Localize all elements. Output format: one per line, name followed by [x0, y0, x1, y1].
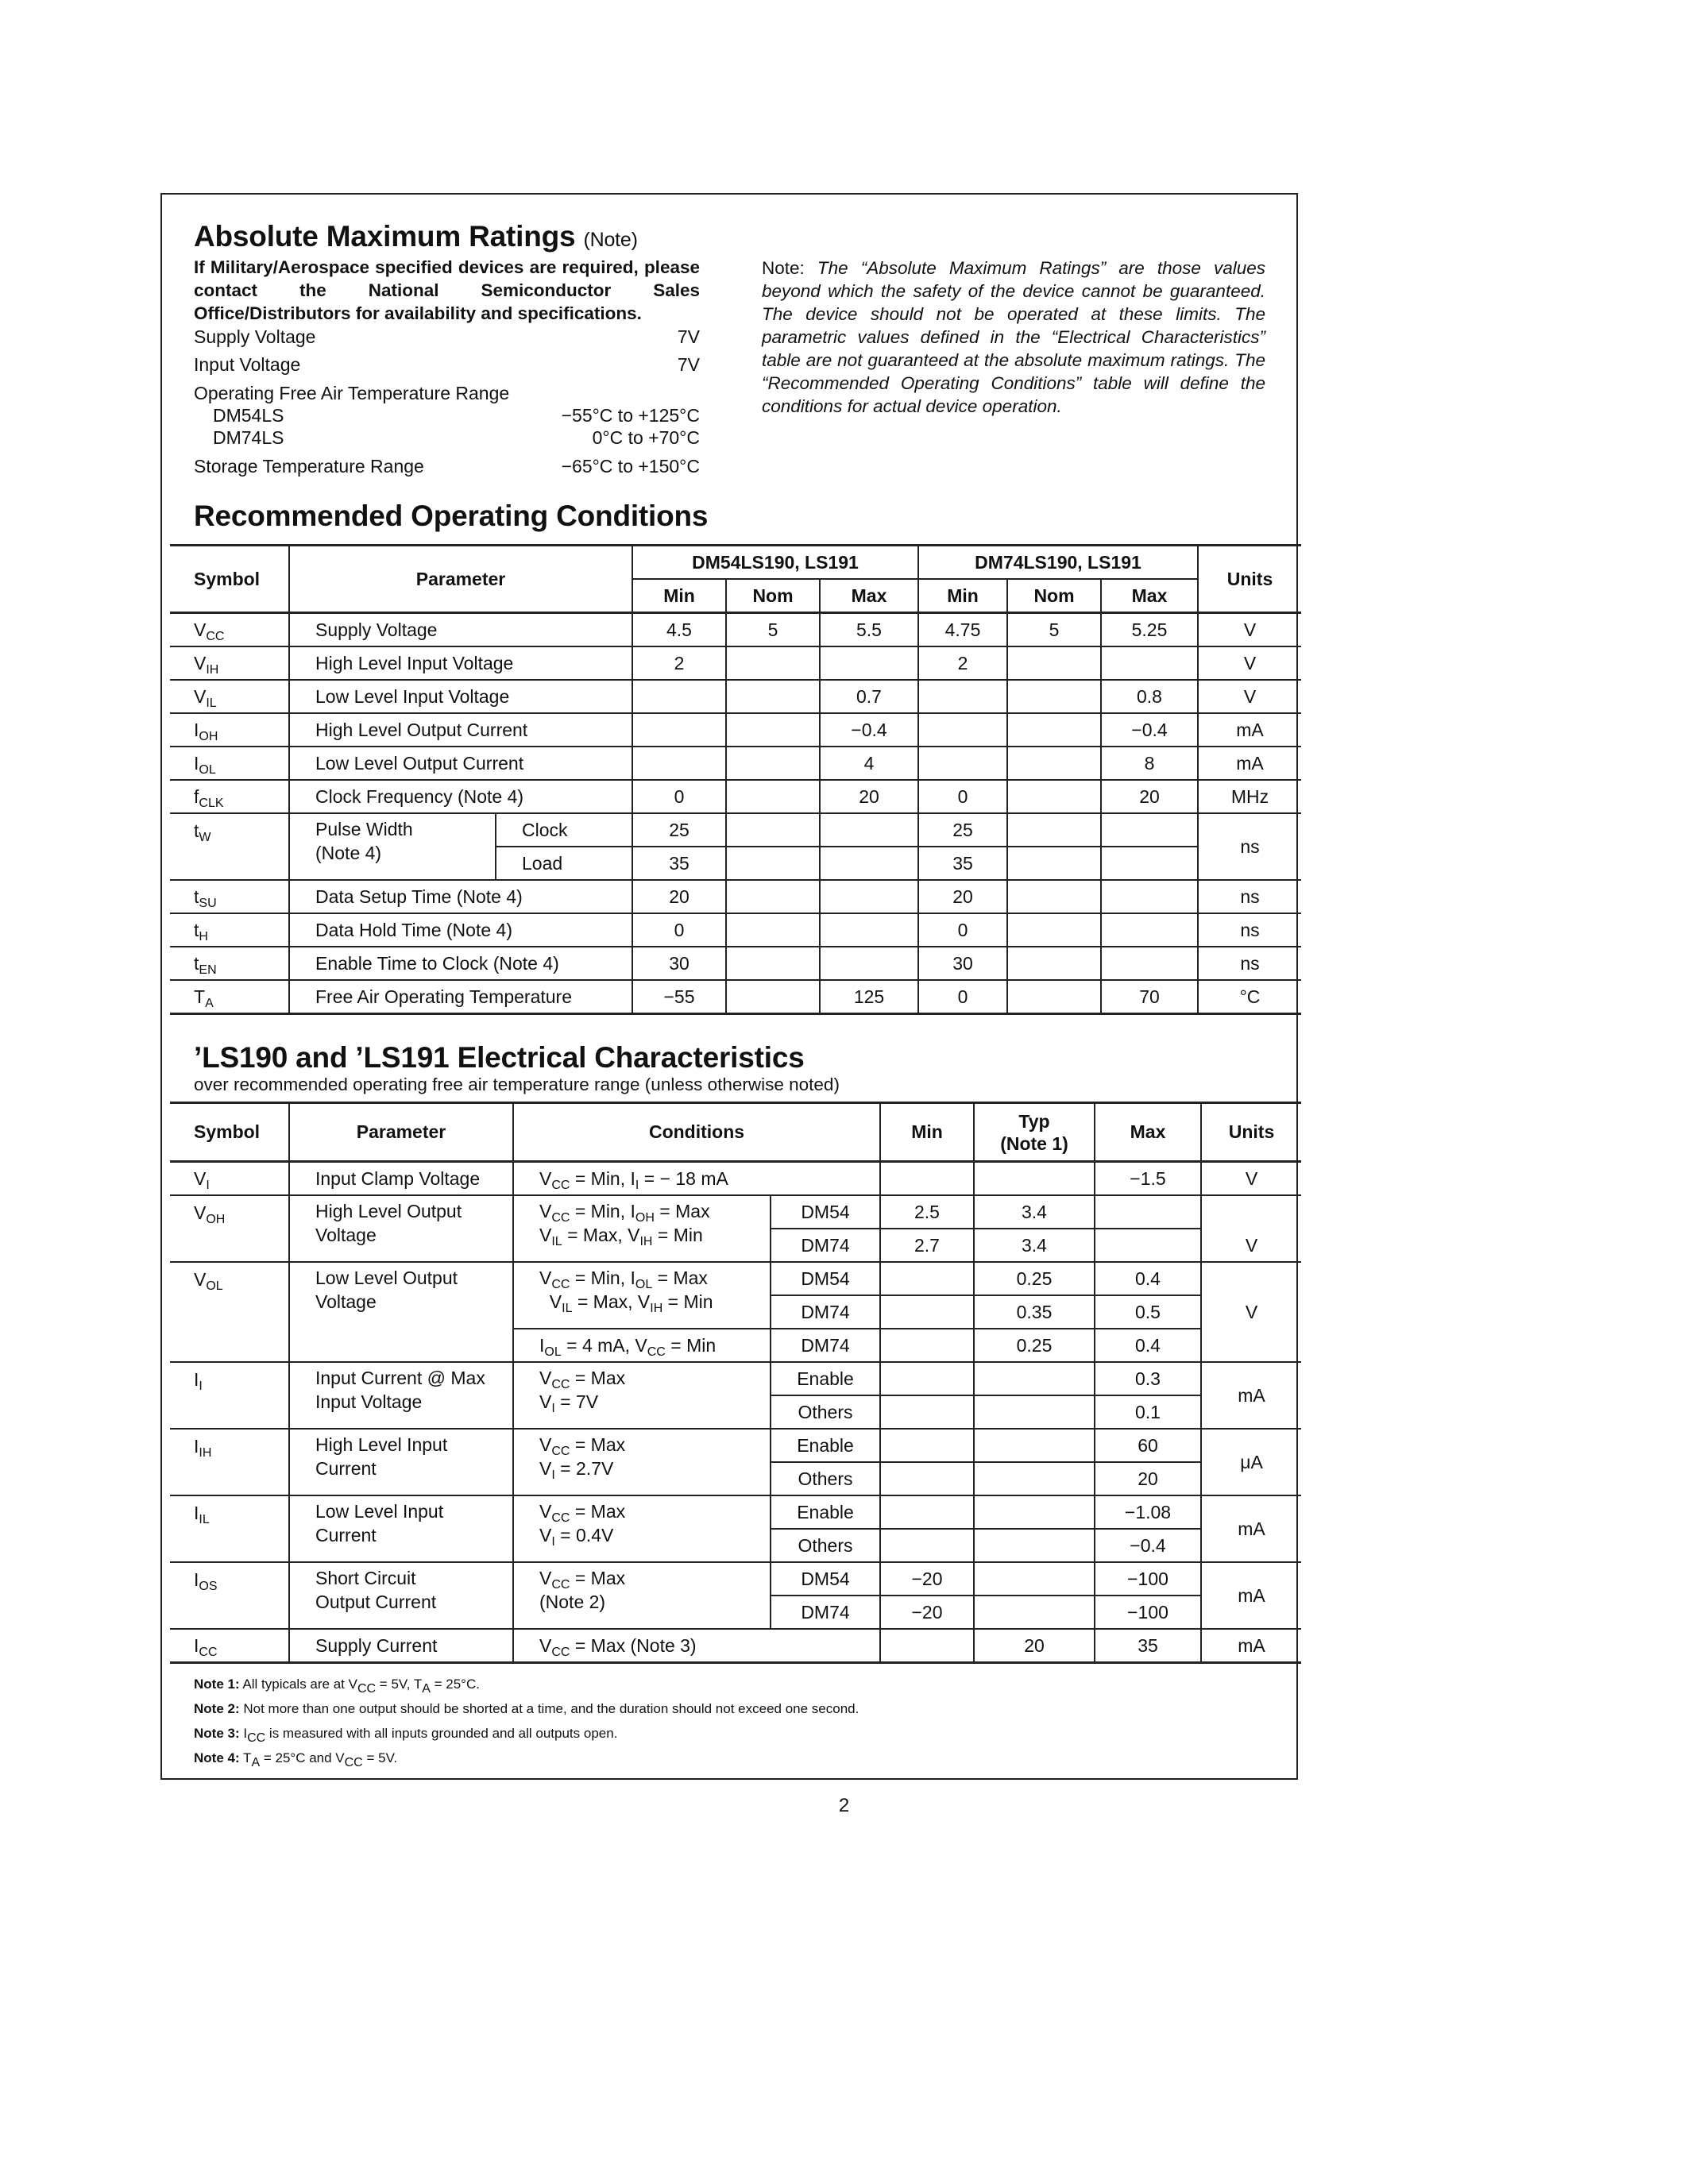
- min-cell: [880, 1395, 974, 1429]
- value-cell: [820, 847, 918, 880]
- roc-h-parameter: Parameter: [289, 546, 632, 613]
- table-row: [170, 980, 1301, 1014]
- max-cell: 60: [1095, 1429, 1201, 1462]
- typ-cell: [974, 1429, 1095, 1462]
- min-cell: −20: [880, 1562, 974, 1596]
- value-cell: [726, 713, 820, 747]
- note-1: Note 1: All typicals are at $V_{CC} = 5V$, $T_A = 25^\circ C$.: [194, 1677, 480, 1696]
- max-cell: 0.1: [1095, 1395, 1201, 1429]
- value-cell: [632, 713, 726, 747]
- amr-input-voltage: Input Voltage 7V: [194, 354, 700, 375]
- footnotes: [194, 1672, 859, 1770]
- conditions-cell: $I_{OL} = 4$ mA, $V_{CC}$ = Min: [513, 1329, 771, 1362]
- device-cell: Enable: [771, 1429, 880, 1462]
- units-cell: V: [1198, 613, 1301, 647]
- roc-h-units: Units: [1198, 546, 1301, 613]
- value-cell: 20: [632, 880, 726, 913]
- max-cell: −1.5: [1095, 1162, 1201, 1196]
- min-cell: −20: [880, 1596, 974, 1629]
- symbol-cell: $V_{OH}$: [170, 1195, 289, 1262]
- value-cell: 0: [918, 780, 1007, 813]
- value-cell: [726, 680, 820, 713]
- ec-h-max: Max: [1095, 1103, 1201, 1162]
- value-cell: [726, 980, 820, 1014]
- value-cell: [632, 747, 726, 780]
- units-cell: MHz: [1198, 780, 1301, 813]
- value-cell: 4: [820, 747, 918, 780]
- ec-h-min: Min: [880, 1103, 974, 1162]
- value-cell: [918, 713, 1007, 747]
- typ-cell: [974, 1495, 1095, 1529]
- max-cell: −100: [1095, 1562, 1201, 1596]
- value-cell: 35: [918, 847, 1007, 880]
- device-cell: DM74: [771, 1329, 880, 1362]
- max-cell: −0.4: [1095, 1529, 1201, 1562]
- max-cell: [1095, 1195, 1201, 1229]
- units-cell: mA: [1201, 1562, 1301, 1629]
- datasheet-frame: [160, 193, 1298, 1780]
- value-cell: [1007, 747, 1101, 780]
- parameter-cell: Supply Current: [289, 1629, 513, 1663]
- value-cell: 5: [726, 613, 820, 647]
- parameter-cell: High Level Input Voltage: [289, 646, 632, 680]
- device-cell: DM74: [771, 1229, 880, 1262]
- value-cell: 2: [918, 646, 1007, 680]
- roc-h-symbol: Symbol: [170, 546, 289, 613]
- value-cell: 35: [632, 847, 726, 880]
- device-cell: Others: [771, 1529, 880, 1562]
- ec-title: ’LS190 and ’LS191 Electrical Characteristics: [194, 1041, 805, 1074]
- device-cell: DM74: [771, 1295, 880, 1329]
- symbol-cell: $I_{OS}$: [170, 1562, 289, 1629]
- value-cell: 20: [1101, 780, 1198, 813]
- max-cell: 0.4: [1095, 1262, 1201, 1295]
- typ-cell: [974, 1162, 1095, 1196]
- value-cell: [918, 747, 1007, 780]
- conditions-cell: $V_{CC}$ = Max $V_I = 2.7V$: [513, 1429, 771, 1495]
- max-cell: −100: [1095, 1596, 1201, 1629]
- typ-cell: [974, 1562, 1095, 1596]
- max-cell: 0.5: [1095, 1295, 1201, 1329]
- min-cell: [880, 1295, 974, 1329]
- table-row: [170, 780, 1301, 813]
- units-cell: °C: [1198, 980, 1301, 1014]
- table-row: [170, 913, 1301, 947]
- min-cell: [880, 1462, 974, 1495]
- value-cell: [1101, 847, 1198, 880]
- units-cell: V: [1198, 680, 1301, 713]
- value-cell: [726, 813, 820, 847]
- device-cell: DM74: [771, 1596, 880, 1629]
- parameter-cell: High Level Output Voltage: [289, 1195, 513, 1262]
- conditions-cell: $V_{CC}$ = Max $V_I = 0.4V$: [513, 1495, 771, 1562]
- value-cell: 30: [632, 947, 726, 980]
- parameter-cell: Input Current @ Max Input Voltage: [289, 1362, 513, 1429]
- value-cell: [1007, 780, 1101, 813]
- value-cell: [1007, 947, 1101, 980]
- parameter-cell: Low Level Input Voltage: [289, 680, 632, 713]
- typ-cell: 0.25: [974, 1262, 1095, 1295]
- table-row: [170, 680, 1301, 713]
- table-row: [170, 1362, 1301, 1395]
- min-cell: 2.5: [880, 1195, 974, 1229]
- note-2: Note 2: Not more than one output should be shorted at a time, and the duration should not exceed one second.: [194, 1701, 859, 1716]
- parameter-cell: Data Setup Time (Note 4): [289, 880, 632, 913]
- value-cell: [726, 646, 820, 680]
- parameter-cell: Clock Frequency (Note 4): [289, 780, 632, 813]
- parameter-cell: Pulse Width (Note 4): [289, 813, 496, 880]
- conditions-cell: $V_{CC}$ = Max $V_I = 7V$: [513, 1362, 771, 1429]
- conditions-cell: $V_{CC}$ = Max (Note 3): [513, 1629, 880, 1663]
- min-cell: [880, 1162, 974, 1196]
- max-cell: 0.4: [1095, 1329, 1201, 1362]
- value-cell: 2: [632, 646, 726, 680]
- symbol-cell: $t_H$: [194, 919, 208, 943]
- ec-h-conditions: Conditions: [513, 1103, 880, 1162]
- value-cell: [1007, 646, 1101, 680]
- value-cell: [632, 680, 726, 713]
- table-row: [170, 713, 1301, 747]
- device-cell: DM54: [771, 1262, 880, 1295]
- roc-h-nom1: Nom: [726, 579, 820, 613]
- parameter-cell: Low Level Output Voltage: [289, 1262, 513, 1362]
- device-cell: Others: [771, 1462, 880, 1495]
- table-row: [170, 880, 1301, 913]
- value-cell: [1101, 913, 1198, 947]
- typ-cell: [974, 1596, 1095, 1629]
- ec-h-symbol: Symbol: [194, 1121, 261, 1142]
- min-cell: [880, 1429, 974, 1462]
- note-4: Note 4: $T_A = 25^\circ C$ and $V_{CC} = 5V$.: [194, 1750, 398, 1769]
- conditions-cell: $V_{CC}$ = Max (Note 2): [513, 1562, 771, 1629]
- value-cell: [726, 847, 820, 880]
- table-row: [170, 613, 1301, 647]
- amr-warning: If Military/Aerospace specified devices are required, please contact the National Semiconductor Sales Office/Distributors for availability and specifications.: [194, 257, 700, 323]
- value-cell: 4.5: [632, 613, 726, 647]
- min-cell: [880, 1629, 974, 1663]
- symbol-cell: $t_{SU}$: [194, 886, 217, 910]
- symbol-cell: $V_{OL}$: [170, 1262, 289, 1362]
- units-cell: ns: [1198, 813, 1301, 880]
- value-cell: [820, 947, 918, 980]
- value-cell: 5.5: [820, 613, 918, 647]
- roc-h-max1: Max: [820, 579, 918, 613]
- roc-title: Recommended Operating Conditions: [194, 500, 709, 532]
- max-cell: [1095, 1229, 1201, 1262]
- table-row: [170, 947, 1301, 980]
- device-cell: Others: [771, 1395, 880, 1429]
- amr-operating-temp: Operating Free Air Temperature Range: [194, 383, 510, 403]
- value-cell: [1007, 847, 1101, 880]
- typ-cell: [974, 1395, 1095, 1429]
- units-cell: mA: [1201, 1362, 1301, 1429]
- value-cell: 4.75: [918, 613, 1007, 647]
- min-cell: [880, 1495, 974, 1529]
- sub-parameter-cell: Clock: [496, 813, 632, 847]
- table-row: [170, 1262, 1301, 1295]
- value-cell: 25: [632, 813, 726, 847]
- table-row: [170, 747, 1301, 780]
- units-cell: ns: [1198, 913, 1301, 947]
- value-cell: 0.8: [1101, 680, 1198, 713]
- roc-h-min1: Min: [632, 579, 726, 613]
- note-3: Note 3: $I_{CC}$ is measured with all inputs grounded and all outputs open.: [194, 1726, 618, 1745]
- value-cell: [1007, 813, 1101, 847]
- units-cell: mA: [1201, 1495, 1301, 1562]
- value-cell: [918, 680, 1007, 713]
- table-row: [170, 1195, 1301, 1229]
- ec-subtitle: over recommended operating free air temperature range (unless otherwise noted): [194, 1075, 840, 1094]
- symbol-cell: $T_A$: [194, 986, 214, 1010]
- typ-cell: [974, 1529, 1095, 1562]
- roc-table: [170, 544, 1301, 1015]
- max-cell: −1.08: [1095, 1495, 1201, 1529]
- units-cell: V: [1198, 646, 1301, 680]
- value-cell: 70: [1101, 980, 1198, 1014]
- amr-dm54ls: DM54LS −55°C to +125°C: [213, 405, 700, 426]
- value-cell: [726, 913, 820, 947]
- min-cell: [880, 1362, 974, 1395]
- value-cell: [820, 880, 918, 913]
- value-cell: [1101, 947, 1198, 980]
- units-cell: V: [1201, 1162, 1301, 1196]
- conditions-cell: $V_{CC}$ = Min, $I_{OH}$ = Max $V_{IL}$ = Max, $V_{IH}$ = Min: [513, 1195, 771, 1262]
- symbol-cell: $I_{CC}$: [194, 1634, 218, 1659]
- device-cell: DM54: [771, 1195, 880, 1229]
- max-cell: 20: [1095, 1462, 1201, 1495]
- sub-parameter-cell: Load: [496, 847, 632, 880]
- value-cell: −0.4: [820, 713, 918, 747]
- value-cell: 20: [820, 780, 918, 813]
- min-cell: [880, 1262, 974, 1295]
- value-cell: [1007, 913, 1101, 947]
- symbol-cell: $t_{EN}$: [194, 952, 217, 977]
- parameter-cell: High Level Input Current: [289, 1429, 513, 1495]
- parameter-cell: Supply Voltage: [289, 613, 632, 647]
- parameter-cell: Low Level Output Current: [289, 747, 632, 780]
- units-cell: V: [1201, 1262, 1301, 1362]
- symbol-cell: $V_{IL}$: [194, 685, 217, 710]
- parameter-cell: Short Circuit Output Current: [289, 1562, 513, 1629]
- device-cell: Enable: [771, 1495, 880, 1529]
- symbol-cell: $I_{IH}$: [170, 1429, 289, 1495]
- amr-title: Absolute Maximum Ratings (Note): [194, 220, 638, 253]
- ec-h-parameter: Parameter: [289, 1103, 513, 1162]
- conditions-cell: $V_{CC}$ = Min, $I_I$ = − 18 mA: [513, 1162, 880, 1196]
- value-cell: −55: [632, 980, 726, 1014]
- roc-h-nom2: Nom: [1007, 579, 1101, 613]
- value-cell: [820, 913, 918, 947]
- value-cell: [820, 646, 918, 680]
- units-cell: μA: [1201, 1429, 1301, 1495]
- value-cell: 0: [632, 780, 726, 813]
- typ-cell: 20: [974, 1629, 1095, 1663]
- units-cell: ns: [1198, 880, 1301, 913]
- ec-table: [170, 1102, 1301, 1664]
- roc-h-max2: Max: [1101, 579, 1198, 613]
- value-cell: 0: [918, 980, 1007, 1014]
- max-cell: 0.3: [1095, 1362, 1201, 1395]
- value-cell: [1101, 880, 1198, 913]
- amr-note: Note: The “Absolute Maximum Ratings” are those values beyond which the safety of the device cannot be guaranteed. The device should not be operated at these limits. The parametric values defined in the “Electrical Characteristics” table are not guaranteed at the absolute maximum ratings. The “Recommended Operating Conditions” table will define the conditions for actual device operation.: [762, 258, 1265, 416]
- ec-h-typ: Typ (Note 1): [974, 1103, 1095, 1162]
- parameter-cell: Input Clamp Voltage: [289, 1162, 513, 1196]
- typ-cell: 0.25: [974, 1329, 1095, 1362]
- amr-supply-voltage: Supply Voltage 7V: [194, 326, 700, 347]
- table-row: [170, 1429, 1301, 1462]
- value-cell: 30: [918, 947, 1007, 980]
- amr-dm74ls: DM74LS 0°C to +70°C: [213, 427, 700, 448]
- value-cell: [726, 947, 820, 980]
- value-cell: [1101, 813, 1198, 847]
- units-cell: mA: [1201, 1629, 1301, 1663]
- min-cell: [880, 1529, 974, 1562]
- value-cell: [1007, 713, 1101, 747]
- parameter-cell: High Level Output Current: [289, 713, 632, 747]
- table-row: [170, 1562, 1301, 1596]
- value-cell: [1007, 680, 1101, 713]
- parameter-cell: Enable Time to Clock (Note 4): [289, 947, 632, 980]
- units-cell: mA: [1198, 747, 1301, 780]
- min-cell: 2.7: [880, 1229, 974, 1262]
- value-cell: 5: [1007, 613, 1101, 647]
- page-number: 2: [838, 1795, 850, 1816]
- roc-h-group2: DM74LS190, LS191: [918, 546, 1198, 580]
- value-cell: [726, 747, 820, 780]
- value-cell: [1101, 646, 1198, 680]
- value-cell: 8: [1101, 747, 1198, 780]
- value-cell: [820, 813, 918, 847]
- min-cell: [880, 1329, 974, 1362]
- value-cell: 25: [918, 813, 1007, 847]
- typ-cell: [974, 1462, 1095, 1495]
- symbol-cell: $V_{CC}$: [194, 619, 225, 643]
- value-cell: 0.7: [820, 680, 918, 713]
- max-cell: 35: [1095, 1629, 1201, 1663]
- value-cell: −0.4: [1101, 713, 1198, 747]
- ec-h-units: Units: [1201, 1103, 1301, 1162]
- value-cell: 5.25: [1101, 613, 1198, 647]
- value-cell: [1007, 980, 1101, 1014]
- typ-cell: 3.4: [974, 1195, 1095, 1229]
- value-cell: 0: [632, 913, 726, 947]
- symbol-cell: $I_{OL}$: [194, 752, 216, 777]
- roc-h-min2: Min: [918, 579, 1007, 613]
- value-cell: 0: [918, 913, 1007, 947]
- value-cell: [726, 780, 820, 813]
- parameter-cell: Low Level Input Current: [289, 1495, 513, 1562]
- table-row: [170, 1629, 1301, 1663]
- typ-cell: [974, 1362, 1095, 1395]
- typ-cell: 3.4: [974, 1229, 1095, 1262]
- units-cell: mA: [1198, 713, 1301, 747]
- device-cell: Enable: [771, 1362, 880, 1395]
- value-cell: 125: [820, 980, 918, 1014]
- parameter-cell: Free Air Operating Temperature: [289, 980, 632, 1014]
- symbol-cell: $V_I$: [194, 1167, 210, 1192]
- symbol-cell: $V_{IH}$: [194, 652, 219, 677]
- symbol-cell: $f_{CLK}$: [194, 785, 224, 810]
- value-cell: 20: [918, 880, 1007, 913]
- value-cell: [726, 880, 820, 913]
- symbol-cell: $I_{OH}$: [194, 719, 218, 743]
- amr-storage-temp: Storage Temperature Range −65°C to +150°C: [194, 456, 700, 477]
- table-row: [170, 1162, 1301, 1196]
- table-row: [170, 1495, 1301, 1529]
- units-cell: ns: [1198, 947, 1301, 980]
- units-cell: V: [1201, 1195, 1301, 1262]
- value-cell: [1007, 880, 1101, 913]
- conditions-cell: $V_{CC}$ = Min, $I_{OL}$ = Max $V_{IL}$ = Max, $V_{IH}$ = Min: [513, 1262, 771, 1329]
- table-row: [170, 646, 1301, 680]
- table-row: [170, 813, 1301, 847]
- device-cell: DM54: [771, 1562, 880, 1596]
- symbol-cell: $I_I$: [170, 1362, 289, 1429]
- symbol-cell: $I_{IL}$: [170, 1495, 289, 1562]
- symbol-cell: $t_W$: [194, 820, 211, 844]
- parameter-cell: Data Hold Time (Note 4): [289, 913, 632, 947]
- roc-h-group1: DM54LS190, LS191: [632, 546, 918, 580]
- typ-cell: 0.35: [974, 1295, 1095, 1329]
